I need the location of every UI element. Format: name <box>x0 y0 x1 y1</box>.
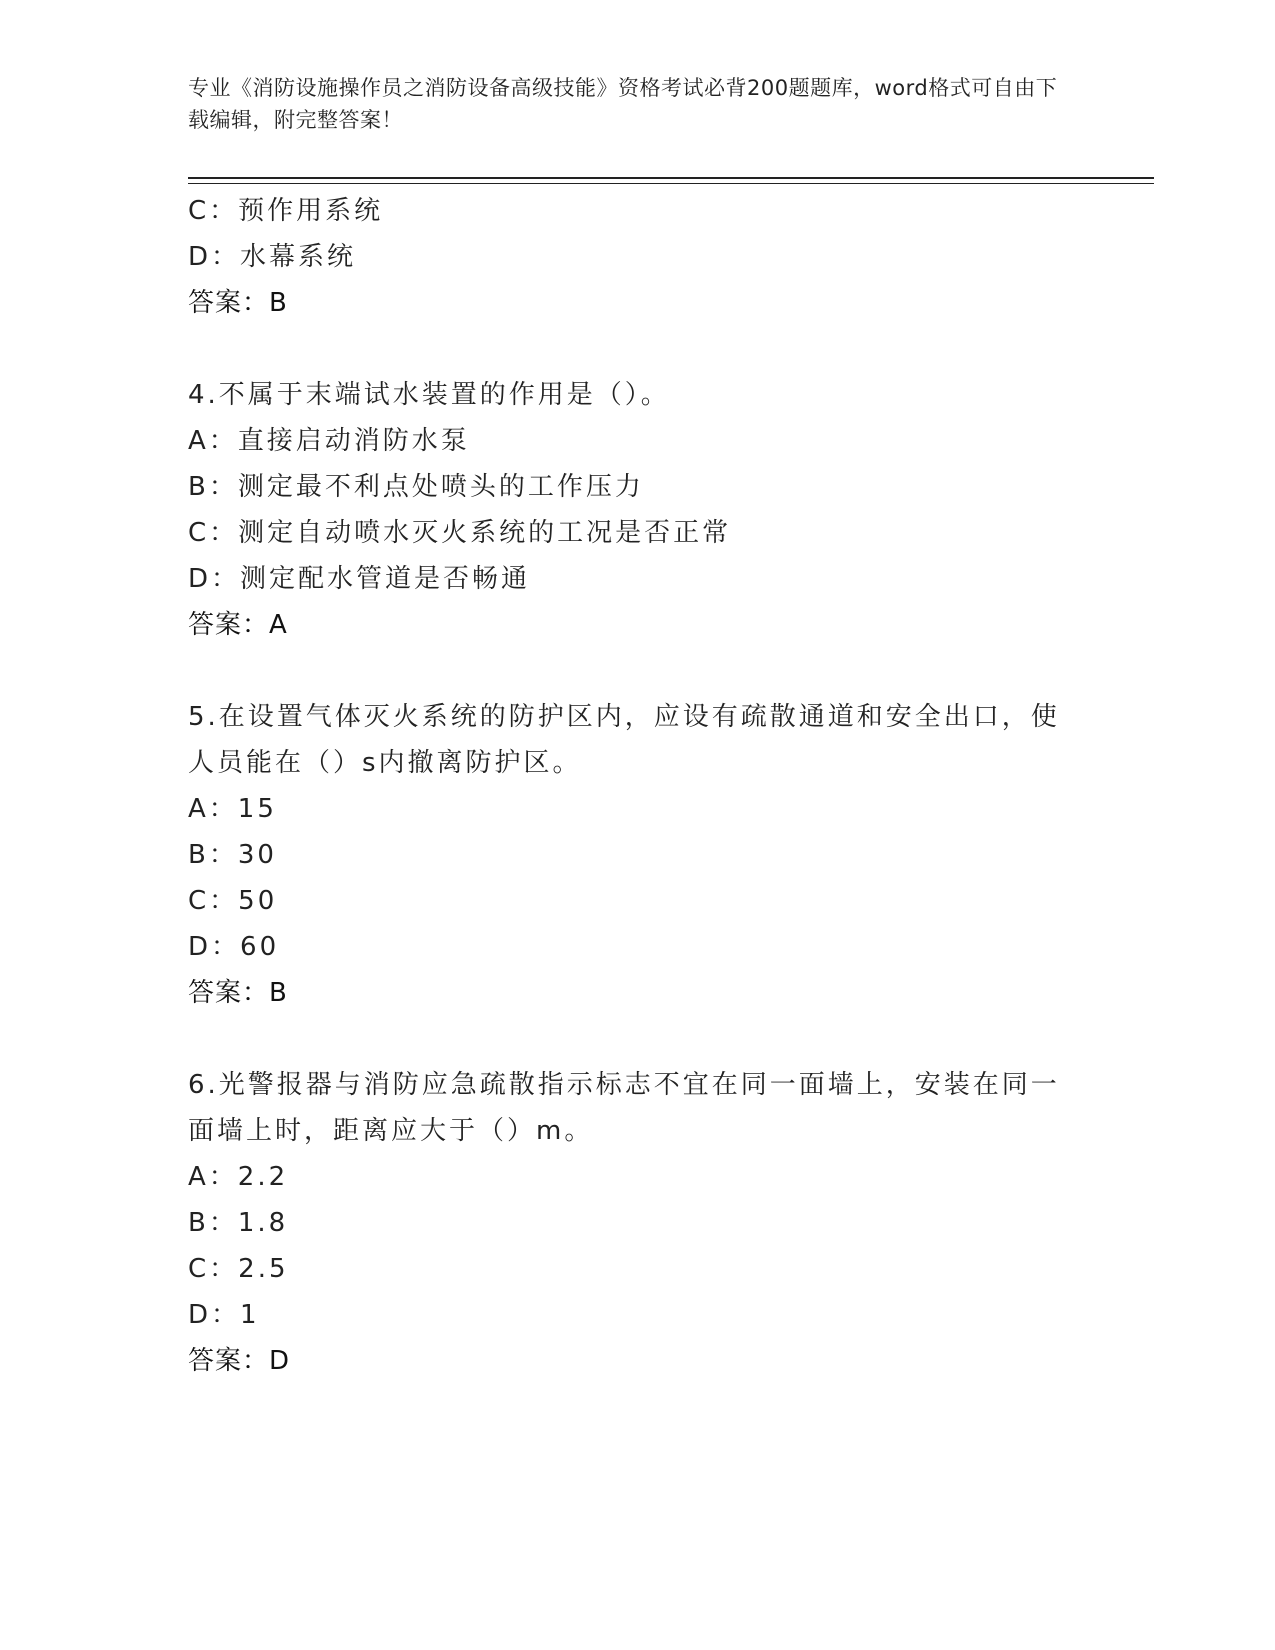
option-c: C：预作用系统 <box>188 196 384 226</box>
option-c: C：50 <box>188 886 278 916</box>
question-stem: 4.不属于末端试水装置的作用是（）。 <box>188 380 670 410</box>
question-3-tail <box>188 188 1068 326</box>
question-5 <box>188 694 1068 1016</box>
question-6 <box>188 1062 1068 1384</box>
option-a: A：直接启动消防水泵 <box>188 426 470 456</box>
header-rule-bottom <box>188 183 1154 184</box>
question-4 <box>188 372 1068 648</box>
option-d: D：水幕系统 <box>188 242 357 272</box>
option-d: D：测定配水管道是否畅通 <box>188 564 531 594</box>
question-stem: 5.在设置气体灭火系统的防护区内，应设有疏散通道和安全出口，使人员能在（）s内撤离防护区。 <box>188 702 1060 778</box>
option-b: B：1.8 <box>188 1208 289 1238</box>
answer-line: 答案：D <box>188 1346 291 1376</box>
option-c: C：2.5 <box>188 1254 289 1284</box>
spacer <box>188 326 1068 372</box>
option-d: D：1 <box>188 1300 260 1330</box>
header-rule-top <box>188 177 1154 179</box>
question-content <box>188 188 1068 1384</box>
question-stem: 6.光警报器与消防应急疏散指示标志不宜在同一面墙上，安装在同一面墙上时，距离应大于（）m。 <box>188 1070 1060 1146</box>
option-d: D：60 <box>188 932 280 962</box>
spacer <box>188 648 1068 694</box>
spacer <box>188 1016 1068 1062</box>
answer-line: 答案：B <box>188 288 288 318</box>
option-b: B：30 <box>188 840 277 870</box>
option-b: B：测定最不利点处喷头的工作压力 <box>188 472 644 502</box>
option-c: C：测定自动喷水灭火系统的工况是否正常 <box>188 518 732 548</box>
document-header: 专业《消防设施操作员之消防设备高级技能》资格考试必背200题题库，word格式可自由下载编辑，附完整答案！ <box>188 76 1058 132</box>
answer-line: 答案：B <box>188 978 288 1008</box>
option-a: A：15 <box>188 794 277 824</box>
option-a: A：2.2 <box>188 1162 289 1192</box>
answer-line: 答案：A <box>188 610 288 640</box>
